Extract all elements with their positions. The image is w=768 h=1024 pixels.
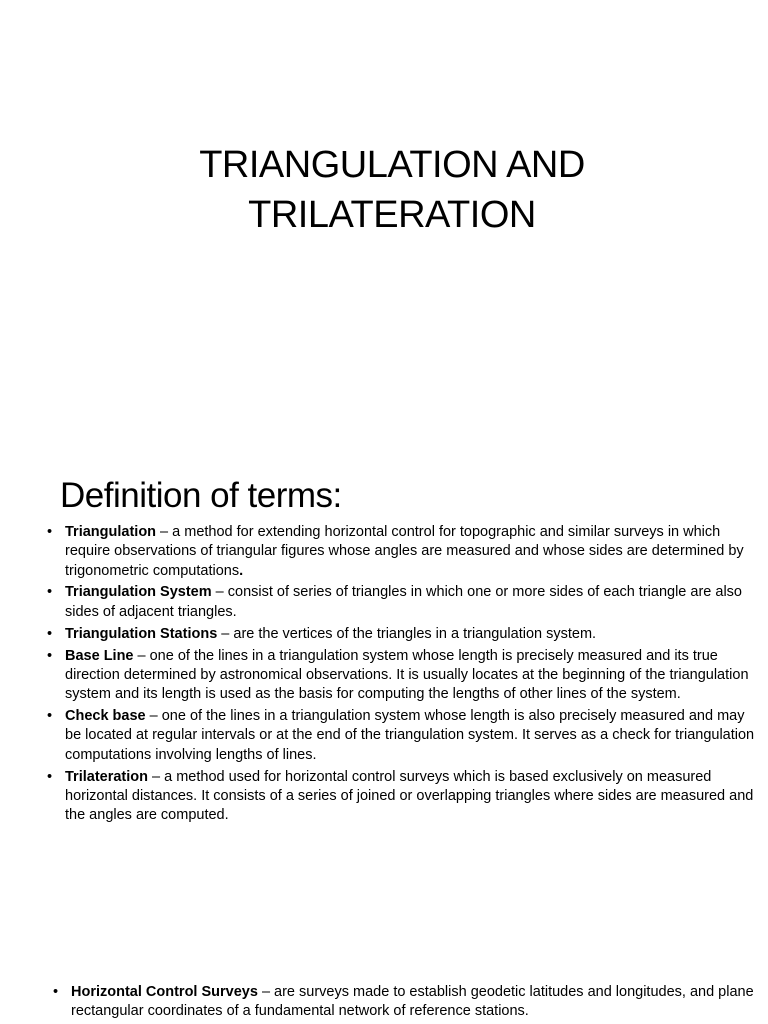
term-name: Triangulation Stations [65, 625, 218, 642]
definition-item-triangulation [44, 523, 764, 581]
bullet-icon: • [47, 708, 53, 725]
term-definition: – are the vertices of the triangles in a triangulation system. [217, 625, 597, 642]
term-definition: – one of the lines in a triangulation system whose length is also precisely measured and may be located at regular intervals or at the end of the triangulation system. It serves as a check for triangulation computations involving lengths of lines. [65, 708, 755, 763]
bullet-icon: • [47, 584, 53, 601]
term-definition: – consist of series of triangles in which one or more sides of each triangle are also sides of adjacent triangles. [65, 584, 742, 620]
definition-item-check-base [44, 707, 764, 765]
term-name: Trilateration [65, 768, 148, 785]
term-definition: – a method for extending horizontal control for topographic and similar surveys in which require observations of triangular figures whose angles are measured and whose sides are determined by trigonometric computations [65, 524, 744, 579]
definition-item-horizontal-control-surveys [50, 983, 764, 1022]
term-definition: – are surveys made to establish geodetic latitudes and longitudes, and plane rectangular coordinates of a fundamental network of reference stations. [71, 984, 754, 1020]
bullet-icon: • [47, 647, 53, 664]
term-name: Triangulation [65, 524, 157, 540]
term-definition: – a method used for horizontal control surveys which is based exclusively on measured horizontal distances. It consists of a series of joined or overlapping triangles where sides are measured and the angles are computed. [65, 768, 754, 824]
definition-item-trilateration [44, 768, 764, 826]
term-name: Base Line [65, 647, 134, 664]
title-line-1: TRIANGULATION AND [199, 144, 585, 186]
definitions-heading: Definition of terms: [60, 476, 342, 515]
term-definition-end: . [239, 562, 244, 579]
bullet-icon: • [53, 984, 59, 1000]
definitions-list [44, 523, 764, 828]
definition-item-base-line [44, 647, 764, 705]
term-name: Triangulation System [65, 584, 212, 601]
term-name: Horizontal Control Surveys [71, 984, 258, 1000]
term-name: Check base [65, 708, 146, 725]
bullet-icon: • [47, 524, 53, 540]
title-line-2: TRILATERATION [248, 194, 536, 236]
definition-item-triangulation-system [44, 583, 764, 622]
bullet-icon: • [47, 625, 53, 642]
term-definition: – one of the lines in a triangulation system whose length is precisely measured and its true direction determined by astronomical observations. It is usually locates at the beginning of the triangulation system and its length is used as the basis for computing the lengths of other lines of the system. [65, 647, 749, 703]
next-slide-list [50, 983, 764, 1024]
slide-title [0, 140, 768, 240]
definition-item-triangulation-stations [44, 625, 764, 644]
bullet-icon: • [47, 768, 53, 785]
